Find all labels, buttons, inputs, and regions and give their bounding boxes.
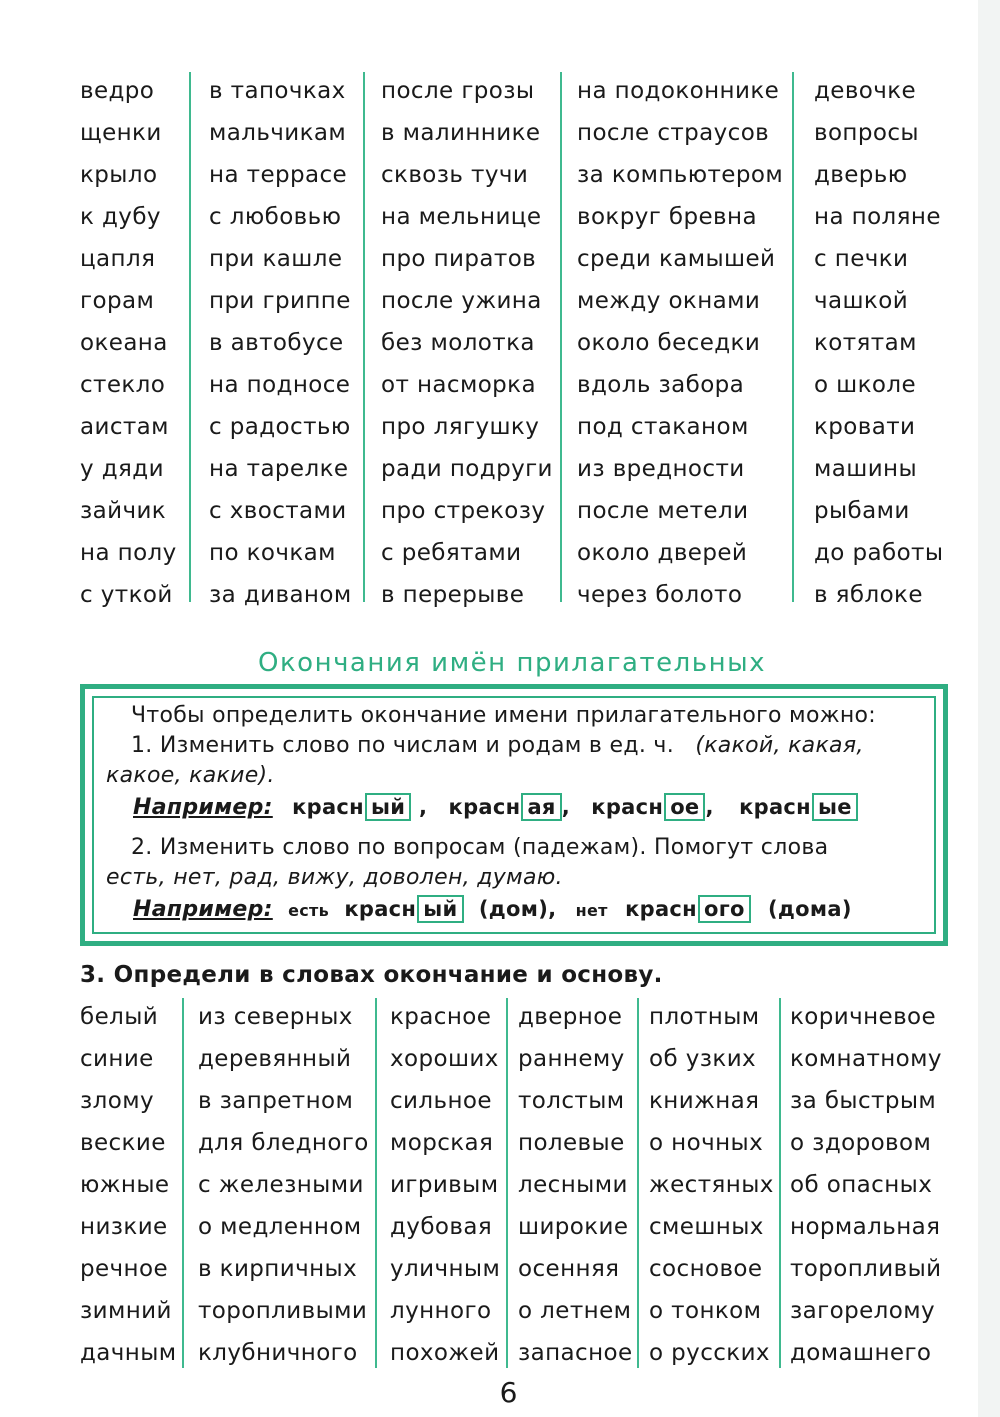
word-ending: ые xyxy=(812,793,858,821)
word-item: лунного xyxy=(390,1298,492,1324)
word-stem: красн xyxy=(292,795,364,819)
example-label: Например: xyxy=(133,795,273,820)
separator: , xyxy=(705,795,714,819)
word-item: между окнами xyxy=(577,288,761,314)
word-item: в запретном xyxy=(198,1088,354,1114)
word-item: за быстрым xyxy=(790,1088,937,1114)
section-title: Окончания имён прилагательных xyxy=(258,648,766,678)
word-item: котятам xyxy=(814,330,917,356)
word-item: рыбами xyxy=(814,498,910,524)
helper-word: нет xyxy=(575,901,608,920)
word-item: с любовью xyxy=(209,204,342,230)
word-item: в тапочках xyxy=(209,78,346,104)
word-item: вокруг бревна xyxy=(577,204,757,230)
word-item: у дяди xyxy=(80,456,164,482)
word-item: дверью xyxy=(814,162,908,188)
word-item: о тонком xyxy=(649,1298,762,1324)
word-item: на поляне xyxy=(814,204,941,230)
word-item: с хвостами xyxy=(209,498,347,524)
rule-step-1 xyxy=(131,733,864,758)
word-item: о медленном xyxy=(198,1214,362,1240)
word-item: торопливый xyxy=(790,1256,942,1282)
example-label: Например: xyxy=(133,897,273,922)
word-item: про пиратов xyxy=(381,246,537,272)
example-word xyxy=(591,795,713,819)
noun-hint: (дом), xyxy=(478,897,557,921)
column-divider xyxy=(189,72,191,602)
word-item: среди камышей xyxy=(577,246,776,272)
word-item: через болото xyxy=(577,582,743,608)
word-ending: ая xyxy=(521,793,561,821)
word-item: об узких xyxy=(649,1046,757,1072)
word-item: клубничного xyxy=(198,1340,358,1366)
word-item: с ребятами xyxy=(381,540,522,566)
word-item: до работы xyxy=(814,540,944,566)
word-ending: ый xyxy=(417,895,463,923)
word-item: толстым xyxy=(518,1088,625,1114)
example-row-2 xyxy=(133,895,852,923)
rule-step-1-examples: (какой, какая, xyxy=(695,733,864,758)
word-item: машины xyxy=(814,456,918,482)
column-divider xyxy=(560,72,562,602)
example-word xyxy=(292,795,427,819)
noun-hint: (дома) xyxy=(768,897,852,921)
word-item: мальчикам xyxy=(209,120,347,146)
column-divider xyxy=(506,998,508,1368)
word-stem: красн xyxy=(344,897,417,921)
word-item: при гриппе xyxy=(209,288,351,314)
column-divider xyxy=(792,72,794,602)
word-item: о ночных xyxy=(649,1130,764,1156)
word-item: около беседки xyxy=(577,330,761,356)
word-item: запасное xyxy=(518,1340,633,1366)
page-edge xyxy=(978,0,1000,1417)
word-item: океана xyxy=(80,330,168,356)
word-ending: ое xyxy=(664,793,705,821)
word-item: домашнего xyxy=(790,1340,932,1366)
column-divider xyxy=(375,998,377,1368)
word-item: из северных xyxy=(198,1004,353,1030)
word-item: морская xyxy=(390,1130,494,1156)
word-item: после страусов xyxy=(577,120,770,146)
word-item: дверное xyxy=(518,1004,623,1030)
word-item: аистам xyxy=(80,414,169,440)
word-stem: красн xyxy=(625,897,697,921)
word-item: лесными xyxy=(518,1172,628,1198)
word-item: о летнем xyxy=(518,1298,632,1324)
word-item: крыло xyxy=(80,162,158,188)
word-item: книжная xyxy=(649,1088,760,1114)
word-item: похожей xyxy=(390,1340,500,1366)
word-item: торопливыми xyxy=(198,1298,368,1324)
word-item: с железными xyxy=(198,1172,364,1198)
word-item: полевые xyxy=(518,1130,625,1156)
word-item: дубовая xyxy=(390,1214,493,1240)
rule-intro: Чтобы определить окончание имени прилагательного можно: xyxy=(131,703,876,728)
separator: , xyxy=(561,795,570,819)
column-divider xyxy=(363,72,365,602)
word-item: южные xyxy=(80,1172,170,1198)
word-item: за диваном xyxy=(209,582,352,608)
word-item: стекло xyxy=(80,372,166,398)
word-item: осенняя xyxy=(518,1256,620,1282)
helper-word: есть xyxy=(288,901,330,920)
example-word xyxy=(344,897,463,921)
word-item: дачным xyxy=(80,1340,177,1366)
word-item: комнатному xyxy=(790,1046,942,1072)
word-item: в перерыве xyxy=(381,582,525,608)
word-item: синие xyxy=(80,1046,154,1072)
word-item: низкие xyxy=(80,1214,168,1240)
word-item: про стрекозу xyxy=(381,498,546,524)
word-item: вдоль забора xyxy=(577,372,745,398)
word-item: смешных xyxy=(649,1214,764,1240)
word-item: ведро xyxy=(80,78,155,104)
rule-box xyxy=(80,684,948,946)
word-item: злому xyxy=(80,1088,154,1114)
word-item: зимний xyxy=(80,1298,172,1324)
rule-step-2-words: есть, нет, рад, вижу, доволен, думаю. xyxy=(106,865,563,890)
word-item: деревянный xyxy=(198,1046,352,1072)
word-item: за компьютером xyxy=(577,162,784,188)
page-number: 6 xyxy=(499,1376,518,1409)
word-item: зайчик xyxy=(80,498,167,524)
word-item: из вредности xyxy=(577,456,745,482)
word-item: кровати xyxy=(814,414,916,440)
word-item: при кашле xyxy=(209,246,343,272)
rule-step-1-examples-cont: какое, какие). xyxy=(106,763,275,788)
word-stem: красн xyxy=(448,795,521,819)
word-item: широкие xyxy=(518,1214,629,1240)
separator: , xyxy=(418,795,428,819)
word-item: игривым xyxy=(390,1172,499,1198)
word-item: девочке xyxy=(814,78,917,104)
word-item: после ужина xyxy=(381,288,542,314)
word-item: плотным xyxy=(649,1004,760,1030)
word-item: загорелому xyxy=(790,1298,935,1324)
word-item: на полу xyxy=(80,540,177,566)
word-item: о русских xyxy=(649,1340,770,1366)
word-item: после метели xyxy=(577,498,749,524)
task-3-heading: 3. Определи в словах окончание и основу. xyxy=(80,962,663,988)
word-stem: красн xyxy=(591,795,664,819)
column-divider xyxy=(779,998,781,1368)
column-divider xyxy=(637,998,639,1368)
word-item: сосновое xyxy=(649,1256,763,1282)
word-ending: ый xyxy=(365,793,411,821)
word-item: цапля xyxy=(80,246,156,272)
word-item: на подносе xyxy=(209,372,351,398)
word-item: речное xyxy=(80,1256,168,1282)
word-item: в автобусе xyxy=(209,330,344,356)
word-item: нормальная xyxy=(790,1214,941,1240)
word-item: под стаканом xyxy=(577,414,749,440)
word-item: на террасе xyxy=(209,162,348,188)
word-item: горам xyxy=(80,288,155,314)
word-item: щенки xyxy=(80,120,162,146)
word-item: около дверей xyxy=(577,540,748,566)
word-item: раннему xyxy=(518,1046,625,1072)
word-item: о здоровом xyxy=(790,1130,932,1156)
word-item: жестяных xyxy=(649,1172,774,1198)
word-stem: красн xyxy=(739,795,811,819)
word-item: красное xyxy=(390,1004,492,1030)
word-item: сильное xyxy=(390,1088,492,1114)
word-item: про лягушку xyxy=(381,414,540,440)
word-item: белый xyxy=(80,1004,159,1030)
rule-step-2: 2. Изменить слово по вопросам (падежам). Помогут слова xyxy=(131,835,829,860)
word-item: вопросы xyxy=(814,120,919,146)
word-item: по кочкам xyxy=(209,540,336,566)
word-item: с радостью xyxy=(209,414,351,440)
word-item: чашкой xyxy=(814,288,909,314)
word-item: сквозь тучи xyxy=(381,162,529,188)
example-word xyxy=(449,795,570,819)
word-item: на тарелке xyxy=(209,456,349,482)
word-item: о школе xyxy=(814,372,917,398)
word-item: после грозы xyxy=(381,78,535,104)
word-item: в кирпичных xyxy=(198,1256,358,1282)
word-ending: ого xyxy=(698,895,751,923)
word-item: с уткой xyxy=(80,582,173,608)
word-item: веские xyxy=(80,1130,166,1156)
word-item: хороших xyxy=(390,1046,499,1072)
example-word xyxy=(625,897,751,921)
word-item: с печки xyxy=(814,246,909,272)
word-item: об опасных xyxy=(790,1172,933,1198)
word-item: коричневое xyxy=(790,1004,937,1030)
word-item: в яблоке xyxy=(814,582,923,608)
word-item: на мельнице xyxy=(381,204,542,230)
word-item: ради подруги xyxy=(381,456,553,482)
word-item: для бледного xyxy=(198,1130,369,1156)
word-item: уличным xyxy=(390,1256,501,1282)
word-item: от насморка xyxy=(381,372,536,398)
word-item: на подоконнике xyxy=(577,78,780,104)
column-divider xyxy=(182,998,184,1368)
word-item: без молотка xyxy=(381,330,535,356)
word-item: к дубу xyxy=(80,204,161,230)
rule-step-1-text: 1. Изменить слово по числам и родам в ед. ч. xyxy=(131,733,675,758)
word-item: в малиннике xyxy=(381,120,541,146)
example-word xyxy=(739,795,858,819)
example-row-1 xyxy=(133,793,858,821)
